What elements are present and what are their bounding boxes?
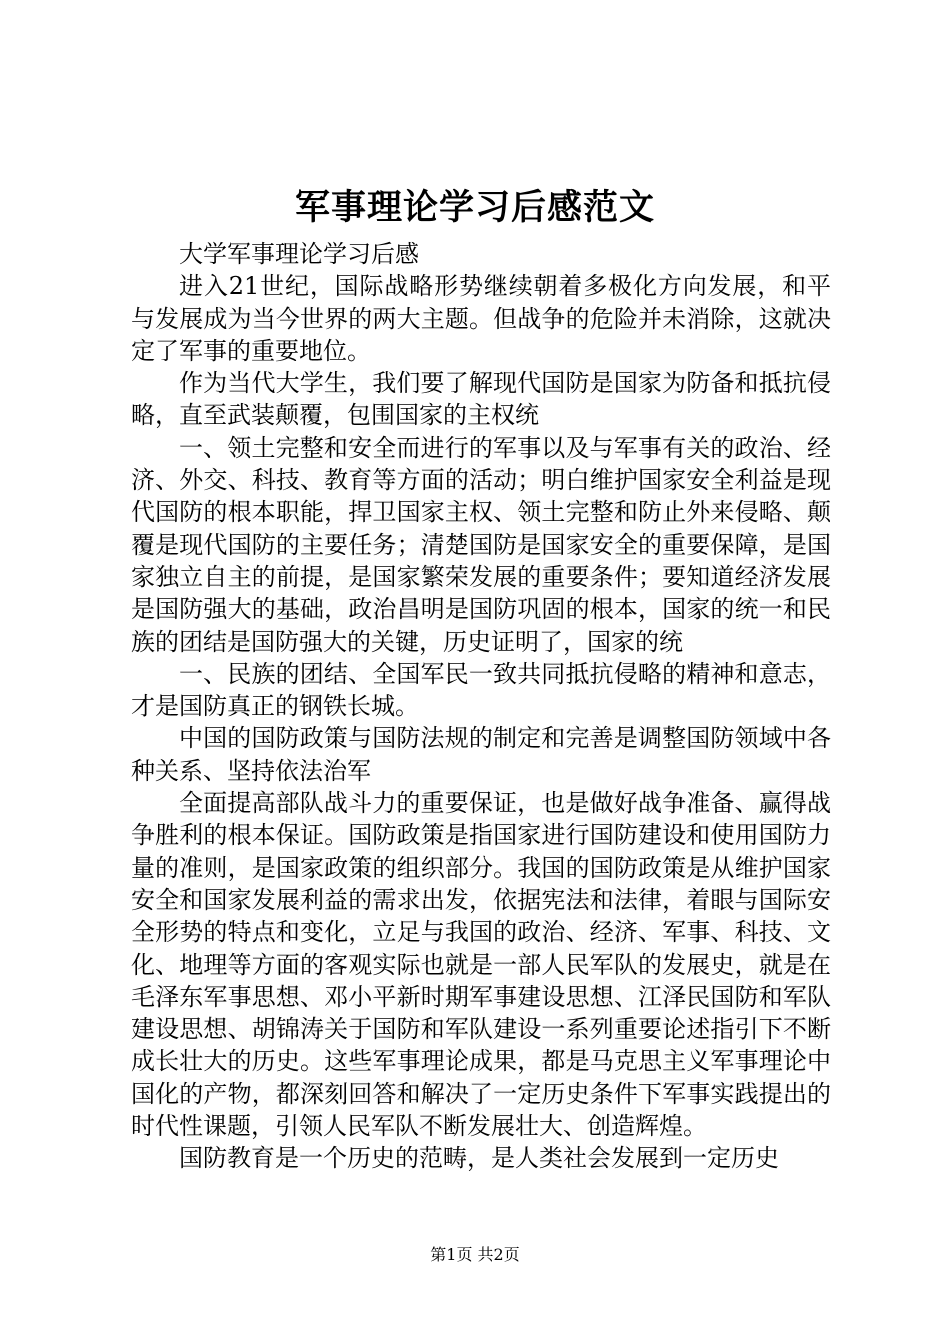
paragraph: 全面提高部队战斗力的重要保证，也是做好战争准备、赢得战争胜利的根本保证。国防政策是指国家进行国防建设和使用国防力量的准则，是国家政策的组织部分。我国的国防政策是从维护国家安全和国家发展利益的需求出发，依据宪法和法律，着眼与国际安全形势的特点和变化，立足与我国的政治、经济、军事、科技、文化、地理等方面的客观实际也就是一部人民军队的发展史，就是在毛泽东军事思想、邓小平新时期军事建设思想、江泽民国防和军队建设思想、胡锦涛关于国防和军队建设一系列重要论述指引下不断成长壮大的历史。这些军事理论成果，都是马克思主义军事理论中国化的产物，都深刻回答和解决了一定历史条件下军事实践提出的时代性课题，引领人民军队不断发展壮大、创造辉煌。	[131, 789, 831, 1141]
paragraph: 进入21世纪，国际战略形势继续朝着多极化方向发展，和平与发展成为当今世界的两大主题。但战争的危险并未消除，这就决定了军事的重要地位。	[131, 272, 831, 365]
paragraph: 大学军事理论学习后感	[179, 240, 419, 268]
page-footer: 第1页 共2页	[430, 1245, 520, 1264]
paragraph: 作为当代大学生，我们要了解现代国防是国家为防备和抵抗侵略，直至武装颠覆，包围国家的主权统	[131, 369, 831, 430]
paragraph: 中国的国防政策与国防法规的制定和完善是调整国防领域中各种关系、坚持依法治军	[131, 724, 831, 785]
paragraph: 一、领土完整和安全而进行的军事以及与军事有关的政治、经济、外交、科技、教育等方面的活动；明白维护国家安全利益是现代国防的根本职能，捍卫国家主权、领土完整和防止外来侵略、颠覆是现代国防的主要任务；清楚国防是国家安全的重要保障，是国家独立自主的前提，是国家繁荣发展的重要条件；要知道经济发展是国防强大的基础，政治昌明是国防巩固的根本，国家的统一和民族的团结是国防强大的关键，历史证明了，国家的统	[131, 433, 831, 656]
paragraph: 一、民族的团结、全国军民一致共同抵抗侵略的精神和意志，才是国防真正的钢铁长城。	[131, 659, 831, 721]
document-title: 军事理论学习后感范文	[294, 187, 655, 228]
paragraph: 国防教育是一个历史的范畴，是人类社会发展到一定历史	[179, 1144, 779, 1173]
document-body	[131, 238, 831, 1175]
